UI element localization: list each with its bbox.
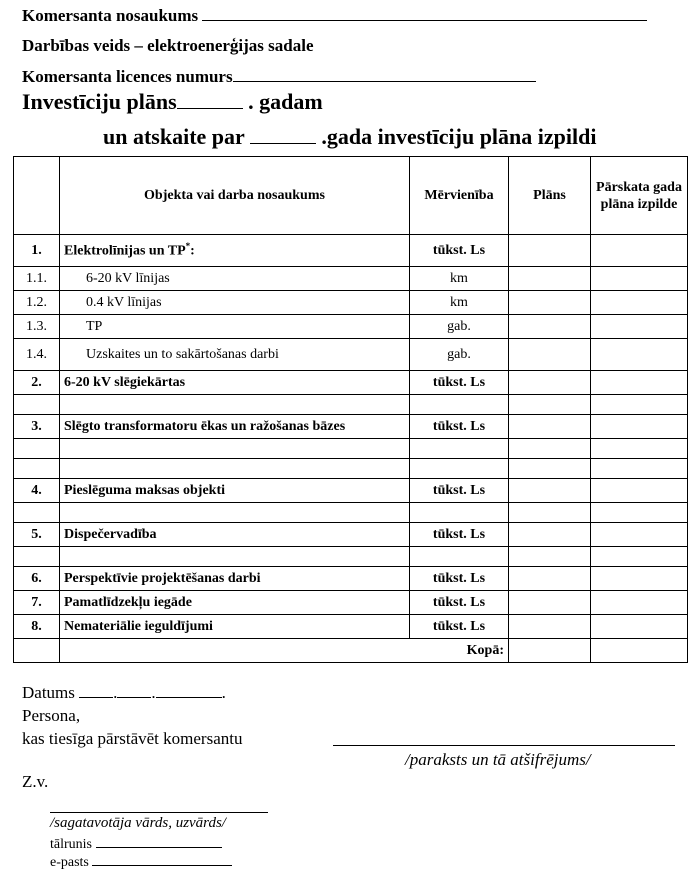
- merchant-name-label: Komersanta nosaukums: [22, 6, 199, 25]
- table-spacer-row: [14, 547, 688, 567]
- email-blank[interactable]: [92, 851, 232, 866]
- row-name: [60, 291, 410, 315]
- row-number: 1.3.: [14, 315, 60, 339]
- row-unit: tūkst. Ls: [410, 415, 509, 439]
- table-row: [14, 567, 688, 591]
- table-row: [14, 267, 688, 291]
- row-number: 3.: [14, 415, 60, 439]
- spacer-cell: [410, 547, 509, 567]
- row-name-text: 0.4 kV līnijas: [86, 294, 162, 310]
- date-month-blank[interactable]: [117, 683, 151, 698]
- spacer-cell: [60, 459, 410, 479]
- spacer-cell: [60, 395, 410, 415]
- spacer-cell[interactable]: [591, 503, 688, 523]
- col-header-report: Pārskata gada plāna izpilde: [591, 157, 688, 235]
- total-label: Kopā:: [60, 639, 509, 663]
- row-number: 5.: [14, 523, 60, 547]
- spacer-cell: [14, 503, 60, 523]
- report-title-text: un atskaite par: [103, 124, 245, 149]
- row-plan-cell[interactable]: [509, 235, 591, 267]
- row-name: [60, 339, 410, 371]
- phone-blank[interactable]: [96, 833, 222, 848]
- row-number: 1.1.: [14, 267, 60, 291]
- spacer-cell[interactable]: [509, 395, 591, 415]
- row-plan-cell[interactable]: [509, 291, 591, 315]
- row-report-cell[interactable]: [591, 523, 688, 547]
- phone-field: [50, 833, 222, 853]
- investment-table: [13, 156, 688, 663]
- row-plan-cell[interactable]: [509, 415, 591, 439]
- row-report-cell[interactable]: [591, 339, 688, 371]
- spacer-cell[interactable]: [591, 459, 688, 479]
- row-name-text: Pieslēguma maksas objekti: [64, 482, 225, 498]
- table-row: [14, 339, 688, 371]
- merchant-name-field: [22, 6, 647, 26]
- plan-title-line2: [103, 124, 596, 150]
- email-field: [50, 851, 232, 871]
- spacer-cell: [14, 439, 60, 459]
- row-number: 1.4.: [14, 339, 60, 371]
- row-number: 6.: [14, 567, 60, 591]
- spacer-cell: [60, 547, 410, 567]
- spacer-cell[interactable]: [509, 503, 591, 523]
- plan-title-text: Investīciju plāns: [22, 89, 177, 114]
- spacer-cell: [14, 547, 60, 567]
- table-row: [14, 479, 688, 503]
- spacer-cell[interactable]: [509, 547, 591, 567]
- footnote-marker: *: [185, 241, 191, 252]
- person-label-2: kas tiesīga pārstāvēt komersantu: [22, 729, 243, 748]
- row-name-text: Nemateriālie ieguldījumi: [64, 618, 213, 634]
- row-report-cell[interactable]: [591, 415, 688, 439]
- row-report-cell[interactable]: [591, 615, 688, 639]
- row-report-cell[interactable]: [591, 479, 688, 503]
- row-plan-cell[interactable]: [509, 615, 591, 639]
- table-row: [14, 315, 688, 339]
- table-row: [14, 591, 688, 615]
- spacer-cell: [14, 459, 60, 479]
- row-report-cell[interactable]: [591, 315, 688, 339]
- table-row: [14, 235, 688, 267]
- spacer-cell[interactable]: [591, 547, 688, 567]
- row-name-text: Slēgto transformatoru ēkas un ražošanas bāzes: [64, 418, 346, 434]
- date-field: Datums . . .: [22, 683, 226, 702]
- preparer-caption: /sagatavotāja vārds, uzvārds/: [50, 815, 226, 831]
- report-year-blank[interactable]: [250, 126, 316, 144]
- row-unit: tūkst. Ls: [410, 567, 509, 591]
- signature-caption: /paraksts un tā atšifrējums/: [405, 750, 591, 769]
- row-number: 8.: [14, 615, 60, 639]
- row-unit: km: [410, 291, 509, 315]
- total-report-cell[interactable]: [591, 639, 688, 663]
- row-number: 7.: [14, 591, 60, 615]
- row-plan-cell[interactable]: [509, 567, 591, 591]
- stamp-label: Z.v.: [22, 772, 49, 791]
- table-total-row: [14, 639, 688, 663]
- row-name-text: 6-20 kV slēgiekārtas: [64, 374, 186, 390]
- spacer-cell[interactable]: [591, 395, 688, 415]
- row-number: 1.: [14, 235, 60, 267]
- row-plan-cell[interactable]: [509, 479, 591, 503]
- row-number: 1.2.: [14, 291, 60, 315]
- row-plan-cell[interactable]: [509, 267, 591, 291]
- plan-title-line1: [22, 89, 323, 115]
- row-name-text: Perspektīvie projektēšanas darbi: [64, 570, 261, 586]
- activity-type: Darbības veids – elektroenerģijas sadale: [22, 36, 314, 55]
- row-unit: tūkst. Ls: [410, 479, 509, 503]
- spacer-cell: [60, 503, 410, 523]
- date-year-blank[interactable]: [156, 683, 222, 698]
- row-number: 4.: [14, 479, 60, 503]
- spacer-cell: [410, 459, 509, 479]
- spacer-cell[interactable]: [509, 439, 591, 459]
- date-day-blank[interactable]: [79, 683, 113, 698]
- spacer-cell[interactable]: [591, 439, 688, 459]
- date-label: Datums: [22, 683, 75, 702]
- table-spacer-row: [14, 395, 688, 415]
- row-plan-cell[interactable]: [509, 371, 591, 395]
- table-row: [14, 291, 688, 315]
- row-name-text: Pamatlīdzekļu iegāde: [64, 594, 192, 610]
- row-plan-cell[interactable]: [509, 339, 591, 371]
- row-report-cell[interactable]: [591, 371, 688, 395]
- row-unit: tūkst. Ls: [410, 615, 509, 639]
- row-plan-cell[interactable]: [509, 591, 591, 615]
- row-name: [60, 235, 410, 267]
- row-name-text: Elektrolīnijas un TP: [64, 243, 186, 259]
- row-name: [60, 567, 410, 591]
- col-header-plan: Plāns: [509, 157, 591, 235]
- table-row: [14, 523, 688, 547]
- row-name-text: TP: [86, 318, 103, 334]
- col-header-unit: Mērvienība: [410, 157, 509, 235]
- row-report-cell[interactable]: [591, 267, 688, 291]
- row-name: [60, 523, 410, 547]
- row-name-text: Uzskaites un to sakārtošanas darbi: [86, 346, 279, 362]
- row-report-cell[interactable]: [591, 235, 688, 267]
- row-name: [60, 371, 410, 395]
- row-name-suffix: :: [190, 243, 195, 259]
- table-spacer-row: [14, 503, 688, 523]
- table-spacer-row: [14, 439, 688, 459]
- row-name: [60, 615, 410, 639]
- license-number-field: [22, 67, 536, 87]
- row-name: [60, 267, 410, 291]
- spacer-cell: [410, 503, 509, 523]
- table-row: [14, 371, 688, 395]
- row-unit: km: [410, 267, 509, 291]
- row-report-cell[interactable]: [591, 567, 688, 591]
- report-title-suffix: .gada investīciju plāna izpildi: [321, 124, 597, 149]
- total-plan-cell[interactable]: [509, 639, 591, 663]
- table-header-row: [14, 157, 688, 235]
- row-name-text: Dispečervadība: [64, 526, 157, 542]
- row-plan-cell[interactable]: [509, 523, 591, 547]
- signature-line[interactable]: [333, 745, 675, 746]
- row-unit: gab.: [410, 315, 509, 339]
- phone-label: tālrunis: [50, 837, 92, 852]
- row-unit: tūkst. Ls: [410, 371, 509, 395]
- row-name: [60, 479, 410, 503]
- row-name: [60, 415, 410, 439]
- row-unit: gab.: [410, 339, 509, 371]
- row-name: [60, 591, 410, 615]
- row-report-cell[interactable]: [591, 591, 688, 615]
- plan-year-blank[interactable]: [177, 91, 243, 109]
- col-header-name: Objekta vai darba nosaukums: [60, 157, 410, 235]
- spacer-cell[interactable]: [509, 459, 591, 479]
- row-unit: tūkst. Ls: [410, 523, 509, 547]
- plan-title-year-suffix: . gadam: [248, 89, 323, 114]
- email-label: e-pasts: [50, 855, 89, 870]
- col-header-number: [14, 157, 60, 235]
- spacer-cell: [410, 395, 509, 415]
- row-name-text: 6-20 kV līnijas: [86, 270, 170, 286]
- merchant-name-blank[interactable]: [202, 6, 647, 21]
- total-empty-cell: [14, 639, 60, 663]
- row-number: 2.: [14, 371, 60, 395]
- row-unit: tūkst. Ls: [410, 591, 509, 615]
- spacer-cell: [14, 395, 60, 415]
- preparer-line[interactable]: [50, 812, 268, 813]
- spacer-cell: [410, 439, 509, 459]
- license-number-blank[interactable]: [233, 67, 536, 82]
- table-spacer-row: [14, 459, 688, 479]
- person-label: Persona,: [22, 706, 81, 725]
- row-unit: tūkst. Ls: [410, 235, 509, 267]
- row-plan-cell[interactable]: [509, 315, 591, 339]
- row-report-cell[interactable]: [591, 291, 688, 315]
- table-row: [14, 415, 688, 439]
- row-name: [60, 315, 410, 339]
- spacer-cell: [60, 439, 410, 459]
- license-number-label: Komersanta licences numurs: [22, 67, 233, 86]
- table-row: [14, 615, 688, 639]
